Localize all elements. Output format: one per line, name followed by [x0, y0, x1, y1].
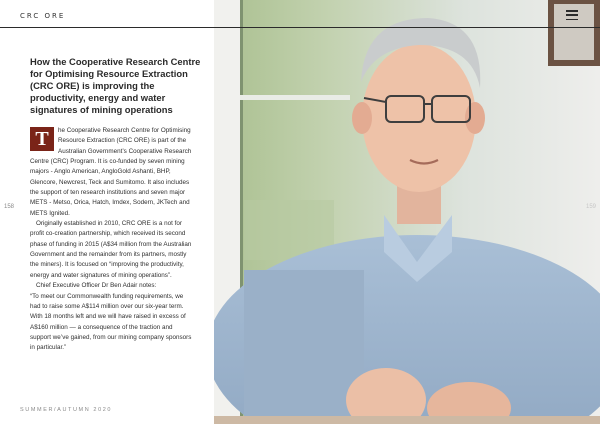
header-rule	[0, 27, 600, 28]
paragraph-intro	[30, 126, 192, 219]
portrait-photo	[214, 0, 600, 424]
article-headline: How the Cooperative Research Centre for Optimising Resource Extraction (CRC ORE) is improving the productivity, energy and water signatures of mining operations	[30, 56, 201, 115]
paragraph-intro-text: he Cooperative Research Centre for Optimising Resource Extraction (CRC ORE) is part of the Australian Government’s Cooperative Research Centre (CRC) Program. It is co-funded by seven mining majors - Anglo American, AngloGold Ashanti, BHP, Glencore, Newcrest, Teck and Sumitomo. It also includes the support of ten research institutions and seven major METS - Metso, Orica, Hatch, Imdex, Sodern, JKTech and METS Ignited.	[30, 127, 192, 217]
article-column	[0, 0, 214, 424]
brand-title: CRC ORE	[20, 12, 66, 20]
drop-cap: T	[30, 127, 54, 151]
paragraph-history: Originally established in 2010, CRC ORE is a not for profit co-creation partnership, which received its second phase of funding in 2015 (A$34 million from the Australian Government and the remainder from its partners, mostly the miners). It is focused on “improving the productivity, energy and water signatures of mining operations”.	[30, 220, 192, 279]
page-number-left: 158	[4, 204, 15, 210]
footer-issue: SUMMER/AUTUMN 2020	[20, 407, 113, 413]
page-number-right: 159	[586, 204, 597, 210]
paragraph-ceo-intro: Chief Executive Officer Dr Ben Adair notes:	[36, 282, 157, 290]
paragraph-quote: “To meet our Commonwealth funding requirements, we had to raise some A$114 million over our six-year term. With 18 months left and we will have raised in excess of A$160 million — a consequence of the traction and support we’ve gained, from our mining company sponsors in particular.”	[30, 292, 192, 352]
article-body	[30, 126, 192, 354]
hamburger-menu-icon[interactable]	[566, 10, 578, 21]
